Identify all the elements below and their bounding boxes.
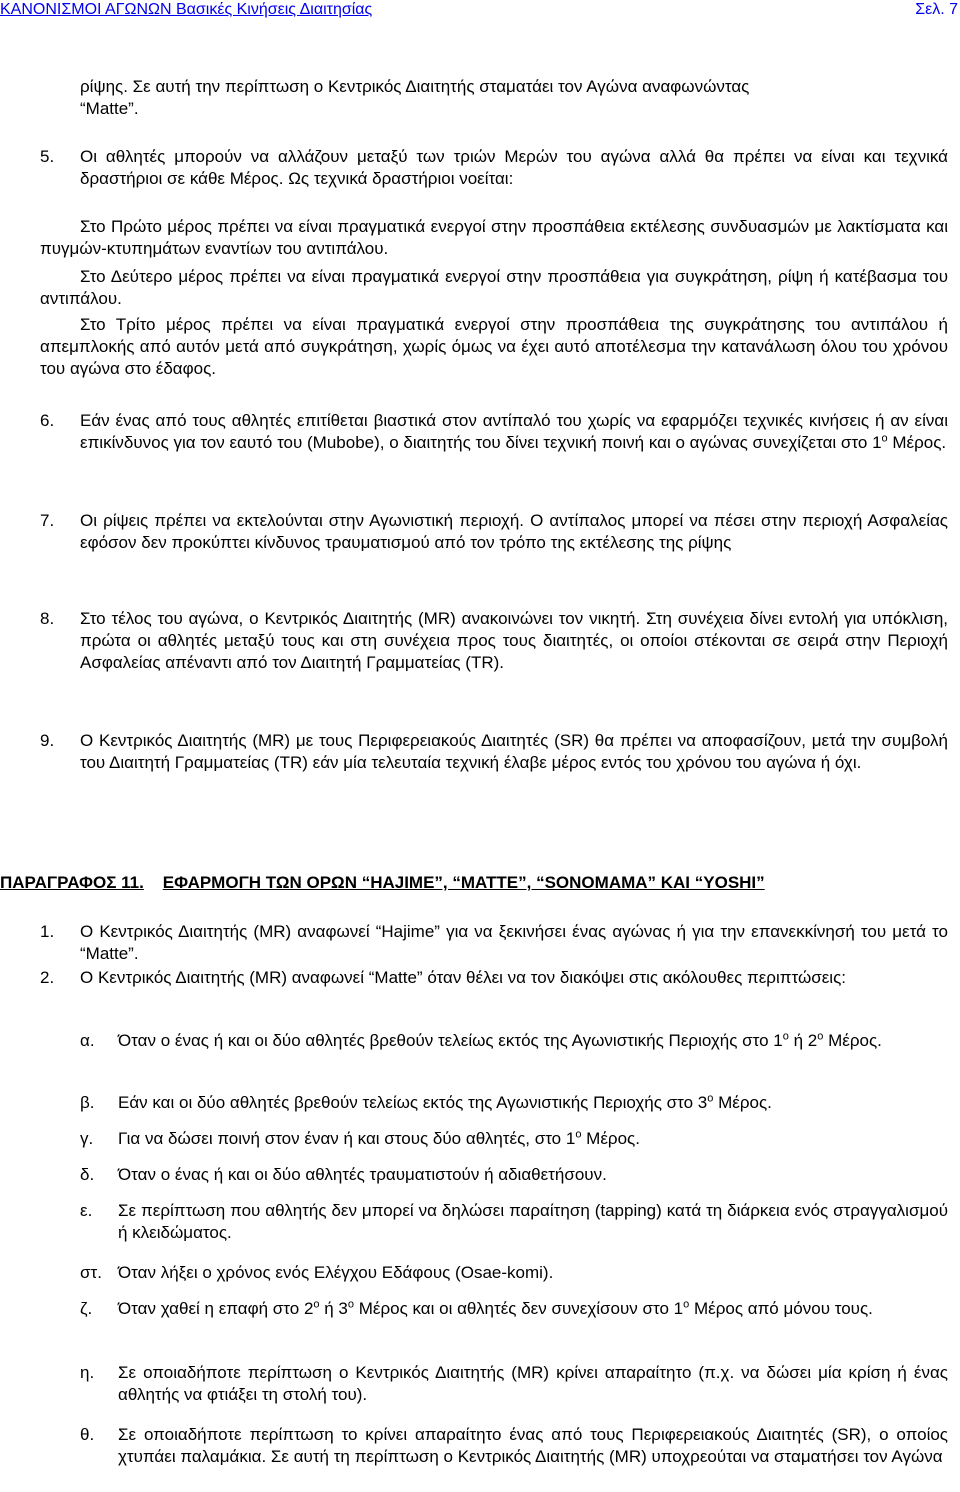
- item-5-second-part: Στο Δεύτερο μέρος πρέπει να είναι πραγματικά ενεργοί στην προσπάθεια για συγκράτηση, ρίψη ή κατέβασμα του αντιπάλου.: [40, 267, 948, 308]
- section-item-2-number: 2.: [40, 968, 55, 987]
- header-page-number: Σελ. 7: [915, 1, 958, 18]
- section-heading-label: ΠΑΡΑΓΡΑΦΟΣ 11.: [0, 873, 144, 892]
- sub-item-g-letter: ζ.: [80, 1299, 93, 1318]
- item-5-third-part: Στο Τρίτο μέρος πρέπει να είναι πραγματικά ενεργοί στην προσπάθεια της συγκράτησης του αντιπάλου ή απεμπλοκής από αυτόν μετά από συγκράτηση, χωρίς όμως να έχει αυτό αποτέλεσμα την κατανάλωση όλου του χρόνου του αγώνα στο έδαφος.: [40, 315, 948, 378]
- sub-item-b-text: Εάν και οι δύο αθλητές βρεθούν τελείως εκτός της Αγωνιστικής Περιοχής στο $3^o$ Μέρος.: [118, 1092, 772, 1112]
- item-6-number: 6.: [40, 411, 55, 430]
- sub-item-b-letter: β.: [80, 1093, 95, 1112]
- sub-item-h-letter: η.: [80, 1363, 95, 1382]
- item-5-number: 5.: [40, 147, 55, 166]
- item-8-number: 8.: [40, 609, 55, 628]
- sub-item-i-text: Σε οποιαδήποτε περίπτωση το κρίνει απαραίτητο ένας από τους Περιφερειακούς Διαιτητές (SR), ο οποίος χτυπάει παλαμάκια. Σε αυτή τη περίπτωση ο Κεντρικός Διαιτητής (MR) υποχρεούται να σταματήσει τον Αγώνα: [118, 1425, 948, 1466]
- item-7-text: Οι ρίψεις πρέπει να εκτελούνται στην Αγωνιστική περιοχή. Ο αντίπαλος μπορεί να πέσει στην περιοχή Ασφαλείας εφόσον δεν προκύπτει κίνδυνος τραυματισμού από τον τρόπο της εκτέλεσης της ρίψης: [80, 511, 948, 552]
- section-heading: [0, 872, 960, 894]
- sub-item-e-letter: ε.: [80, 1201, 93, 1220]
- section-heading-title: ΕΦΑΡΜΟΓΗ ΤΩΝ ΟΡΩΝ “HAJIME”, “MATTE”, “SONOMAMA” ΚΑΙ “YOSHI”: [162, 873, 765, 892]
- sub-item-d-letter: δ.: [80, 1165, 95, 1184]
- item-5-text: Οι αθλητές μπορούν να αλλάζουν μεταξύ των τριών Μερών του αγώνα αλλά θα πρέπει να είναι και τεχνικά δραστήριοι σε κάθε Μέρος. Ως τεχνικά δραστήριοι νοείται:: [80, 147, 948, 188]
- section-item-1-text: Ο Κεντρικός Διαιτητής (MR) αναφωνεί “Hajime” για να ξεκινήσει ένας αγώνας ή για την επανεκκίνησή του μετά το “Matte”.: [80, 922, 948, 963]
- item-8-text: Στο τέλος του αγώνα, ο Κεντρικός Διαιτητής (MR) ανακοινώνει τον νικητή. Στη συνέχεια δίνει εντολή για υπόκλιση, πρώτα οι αθλητές μεταξύ τους και στη συνέχεια προς τους διαιτητές, οι οποίοι στέκονται σε σειρά στην Περιοχή Ασφαλείας απέναντι από τον Διαιτητή Γραμματείας (TR).: [80, 609, 948, 672]
- sub-item-g-text: Όταν χαθεί η επαφή στο $2^o$ ή $3^o$ Μέρος και οι αθλητές δεν συνεχίσουν στο $1^o$ Μέρος από μόνου τους.: [118, 1298, 873, 1318]
- sub-item-f-text: Όταν λήξει ο χρόνος ενός Ελέγχου Εδάφους (Osae-komi).: [118, 1263, 554, 1282]
- intro-line-1: ρίψης. Σε αυτή την περίπτωση ο Κεντρικός Διαιτητής σταματάει τον Αγώνα αναφωνώντας: [80, 77, 750, 96]
- sub-item-d-text: Όταν ο ένας ή και οι δύο αθλητές τραυματιστούν ή αδιαθετήσουν.: [118, 1165, 607, 1184]
- item-7-number: 7.: [40, 511, 55, 530]
- item-9-text: Ο Κεντρικός Διαιτητής (MR) με τους Περιφερειακούς Διαιτητές (SR) θα πρέπει να αποφασίζουν, μετά την συμβολή του Διαιτητή Γραμματείας (TR) εάν μία τελευταία τεχνική έλαβε μέρος εντός του χρόνου του αγώνα ή όχι.: [80, 731, 948, 772]
- sub-item-h-text: Σε οποιαδήποτε περίπτωση ο Κεντρικός Διαιτητής (MR) κρίνει απαραίτητο (π.χ. να δώσει μία κρίση ή ένας αθλητής να φτιάξει τη στολή του).: [118, 1363, 948, 1404]
- sub-item-e-text: Σε περίπτωση που αθλητής δεν μπορεί να δηλώσει παραίτηση (tapping) κατά τη διάρκεια ενός στραγγαλισμού ή κλειδώματος.: [118, 1201, 948, 1242]
- item-9-number: 9.: [40, 731, 55, 750]
- item-6-text: Εάν ένας από τους αθλητές επιτίθεται βιαστικά στον αντίπαλό του χωρίς να εφαρμόζει τεχνικές κινήσεις ή αν είναι επικίνδυνος για τον εαυτό του (Mubobe), ο διαιτητής του δίνει τεχνική ποινή και ο αγώνας συνεχίζεται στο $1^o$ Μέρος.: [80, 411, 948, 452]
- sub-item-c-text: Για να δώσει ποινή στον έναν ή και στους δύο αθλητές, στο $1^o$ Μέρος.: [118, 1128, 640, 1148]
- section-item-2-text: Ο Κεντρικός Διαιτητής (MR) αναφωνεί “Matte” όταν θέλει να τον διακόψει στις ακόλουθες περιπτώσεις:: [80, 968, 846, 987]
- header-title[interactable]: ΚΑΝΟΝΙΣΜΟΙ ΑΓΩΝΩΝ Βασικές Κινήσεις Διαιτησίας: [0, 1, 373, 18]
- section-item-1-number: 1.: [40, 922, 55, 941]
- page-header: [0, 0, 960, 20]
- item-5-first-part: Στο Πρώτο μέρος πρέπει να είναι πραγματικά ενεργοί στην προσπάθεια εκτέλεσης συνδυασμών με λακτίσματα και πυγμών-κτυπημάτων εναντίων του αντιπάλου.: [40, 217, 948, 258]
- intro-line-2: “Matte”.: [80, 99, 139, 118]
- sub-item-f-letter: στ.: [80, 1263, 102, 1282]
- sub-item-a-letter: α.: [80, 1031, 95, 1050]
- sub-item-c-letter: γ.: [80, 1129, 94, 1148]
- sub-item-i-letter: θ.: [80, 1425, 95, 1444]
- sub-item-a-text: Όταν ο ένας ή και οι δύο αθλητές βρεθούν τελείως εκτός της Αγωνιστικής Περιοχής στο $1^o$ ή $2^o$ Μέρος.: [118, 1030, 882, 1050]
